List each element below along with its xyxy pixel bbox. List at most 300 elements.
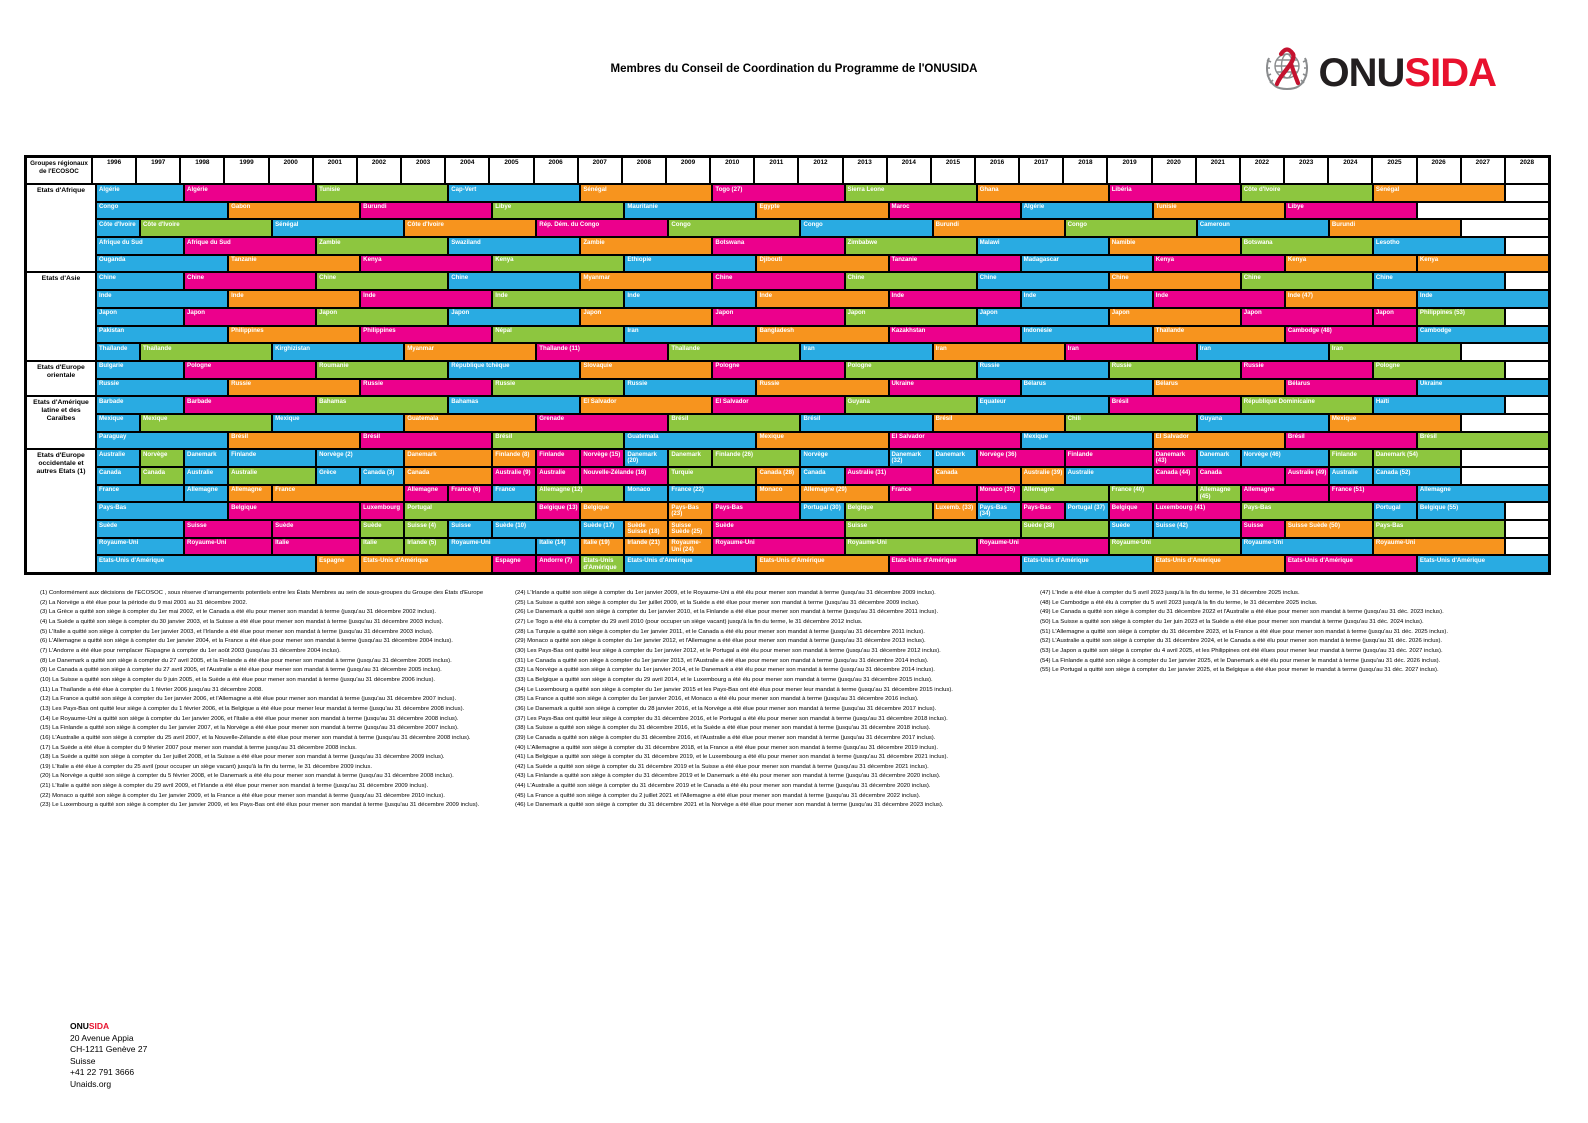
term-cell: Namibie [1109,237,1241,255]
term-cell: Paraguay [96,432,228,450]
year-header: 2004 [445,157,489,184]
year-header: 2015 [931,157,975,184]
term-cell: Etats-Unis d'Amérique [756,555,888,573]
unaids-wordmark: ONUSIDA [1318,50,1496,95]
term-cell: Brésil [228,432,360,450]
footnote-line: (49) Le Canada a quitté son siège à compter du 31 décembre 2022 et l'Australie a été élue pour mener son mandat à terme (jusqu'au 31 déc. 2023 inclus). [1040,609,1444,616]
year-header: 2008 [622,157,666,184]
footnote-line: (15) La Finlande a quitté son siège à compter du 1er janvier 2007, et la Norvège a été élue pour mener son mandat à terme (jusqu'au 31 décembre 2007 inclus). [40,725,459,732]
footnotes-column-2 [515,589,953,811]
term-cell: Libye [492,202,624,220]
term-cell: Finlande [1065,449,1153,467]
term-cell: Chine [184,272,316,290]
footnote-line: (38) La Suisse a quitté son siège à compter du 31 décembre 2016, et la Suède a été élue pour mener son mandat à terme (jusqu'au 31 décembre 2018 inclus). [515,725,931,732]
term-cell: Congo [96,202,228,220]
footnote-line: (2) La Norvège a été élue pour la période du 9 mai 2001 au 31 décembre 2002. [40,599,248,606]
empty-cell [1505,272,1549,290]
term-cell: Inde [1417,290,1549,308]
term-cell: Belgique [580,502,668,520]
term-cell: Chine [845,272,977,290]
term-cell: Suède [1109,520,1153,538]
term-cell: Danemark (20) [624,449,668,467]
year-header: 2024 [1328,157,1372,184]
term-cell: Slovaquie [580,361,712,379]
term-cell: Danemark (54) [1373,449,1461,467]
footnotes-column-3 [1040,589,1448,676]
footnote-line: (54) La Finlande a quitté son siège à compter du 1er janvier 2025, et le Danemark a été élu pour mener le mandat à terme (jusqu'au 31 déc. 2026 inclus). [1040,657,1441,664]
member-row [96,449,1549,467]
footnote-line: (43) La Finlande a quitté son siège à compter du 31 décembre 2019 et le Danemark a été élu pour mener son mandat à terme (jusqu'au 31 décembre 2020 inclus). [515,773,941,780]
term-cell: Finlande [1329,449,1373,467]
year-header: 2006 [534,157,578,184]
footnote-line: (33) La Belgique a quitté son siège à compter du 29 avril 2014, et le Luxembourg a été élu pour mener son mandat à terme (jusqu'au 31 décembre 2015 inclus). [515,676,933,683]
term-cell: Chine [96,272,184,290]
footnote-line: (55) Le Portugal a quitté son siège à compter du 1er janvier 2025, et la Belgique a été élue pour mener le mandat à terme (jusqu'au 31 déc. 2027 inclus). [1040,667,1439,674]
term-cell: Etats-Unis d'Amérique [1153,555,1285,573]
term-cell: Russie [756,379,888,397]
footnote-line: (27) Le Togo a été élu à compter du 29 avril 2010 (pour occuper un siège vacant) jusqu'à la fin du terme, le 31 décembre 2012 inclus. [515,618,863,625]
term-cell: Royaume-Uni [1373,538,1505,556]
footnote-line: (31) Le Canada a quitté son siège à compter du 1er janvier 2013, et l'Australie a été élue pour mener son mandat à terme (jusqu'au 31 décembre 2014 inclus). [515,657,929,664]
term-cell: Algérie [96,184,184,202]
term-cell: Brésil [933,414,1065,432]
member-row [96,414,1549,432]
term-cell: Thaïlande [96,343,140,361]
address-line: +41 22 791 3666 [70,1067,135,1077]
term-cell: Cambodge (48) [1285,326,1417,344]
term-cell: Royaume-Uni (24) [668,538,712,556]
year-header: 2019 [1107,157,1151,184]
term-cell: Mexique [272,414,404,432]
term-cell: Iran [1197,343,1329,361]
footnote-line: (13) Les Pays-Bas ont quitté leur siège à compter du 1 février 2006, et la Belgique a été élue pour mener leur mandat à terme (jusqu'au 31 décembre 2008 inclus). [40,705,465,712]
footnote-line: (25) La Suisse a quitté son siège à compter du 1er juillet 2009, et la Suède a été élue pour mener son mandat à terme (jusqu'au 31 décembre 2009 inclus). [515,599,920,606]
term-cell: Danemark [1197,449,1241,467]
term-cell: Ukraine [889,379,1021,397]
term-cell: Inde [96,290,228,308]
address-line: Suisse [70,1055,96,1066]
term-cell: Russie [96,379,228,397]
term-cell: Grenade [536,414,668,432]
term-cell: Myanmar [580,272,712,290]
term-cell: Congo [800,219,932,237]
term-cell: Bélarus [1021,379,1153,397]
term-cell: Finlande [228,449,316,467]
term-cell: Brésil [492,432,624,450]
footnote-line: (26) Le Danemark a quitté son siège à compter du 1er janvier 2010, et la Finlande a été élue pour mener son mandat à terme (jusqu'au 31 décembre 2011 inclus). [515,609,939,616]
term-cell: Chine [977,272,1109,290]
year-header: 2020 [1152,157,1196,184]
term-cell: Algérie [1021,202,1153,220]
term-cell: Italie (19) [580,538,624,556]
ecosoc-groups-header: Groupes régionaux de l'ECOSOC [26,157,92,184]
year-header-strip [92,157,1549,184]
year-header: 2018 [1063,157,1107,184]
member-row [96,308,1549,326]
term-cell: Japon [96,308,184,326]
empty-cell [1461,414,1549,432]
term-cell: Bélarus [1153,379,1285,397]
member-row [96,538,1549,556]
footnote-line: (40) L'Allemagne a quitté son siège à compter du 31 décembre 2018, et la France a été élue pour mener son mandat à terme (jusqu'au 31 décembre 2019 inclus). [515,744,939,751]
term-cell: Suisse [1241,520,1285,538]
term-cell: Pays-Bas [1241,502,1373,520]
footnote-line: (51) L'Allemagne a quitté son siège à compter du 31 décembre 2023, et la France a été élue pour mener son mandat à terme (jusqu'au 31 déc. 2025 inclus). [1040,628,1448,635]
term-cell: Japon [1373,308,1417,326]
footnote-line: (39) Le Canada a quitté son siège à compter du 31 décembre 2016, et l'Australie a été élue pour mener son mandat à terme (jusqu'au 31 décembre 2017 inclus). [515,734,936,741]
term-cell: Royaume-Uni [448,538,536,556]
term-cell: Barbade [96,396,184,414]
term-cell: Japon [977,308,1109,326]
unaids-address-block [70,1021,147,1090]
term-cell: Norvège (46) [1241,449,1329,467]
term-cell: Russie [228,379,360,397]
term-cell: Libéria [1109,184,1241,202]
member-row [96,237,1549,255]
region-group-label: Etats d'Amérique latine et des Caraïbes [26,396,96,449]
footnote-line: (14) Le Royaume-Uni a quitté son siège à compter du 1er janvier 2006, et l'Italie a été élue pour mener son mandat à terme (jusqu'au 31 décembre 2008 inclus). [40,715,459,722]
year-header: 2027 [1461,157,1505,184]
term-cell: Portugal (37) [1065,502,1109,520]
footnote-line: (53) Le Japon a quitté son siège à compter du 4 avril 2025, et les Philippines ont été élues pour mener leur mandat à terme (jusqu'au 31 déc. 2027 inclus). [1040,647,1443,654]
address-brand: ONUSIDA [70,1021,110,1031]
term-cell: Mexique [140,414,272,432]
empty-cell [1505,502,1549,520]
term-cell: Danemark [668,449,712,467]
term-cell: Chine [712,272,844,290]
term-cell: Indonésie [1021,326,1153,344]
footnote-line: (29) Monaco a quitté son siège à compter du 1er janvier 2012, et l'Allemagne a été élue pour mener son mandat à terme (jusqu'au 31 décembre 2013 inclus). [515,638,926,645]
term-cell: Japon [1109,308,1241,326]
term-cell: Congo [1065,219,1197,237]
term-cell: Finlande (26) [712,449,800,467]
term-cell: Japon [448,308,580,326]
term-cell: Burundi [360,202,492,220]
term-cell: Belgique [228,502,360,520]
term-cell: Bangladesh [756,326,888,344]
footnote-line: (4) La Suède a quitté son siège à compter du 30 janvier 2003, et la Suisse a été élue pour mener son mandat à terme (jusqu'au 31 décembre 2003 inclus). [40,618,444,625]
footnote-line: (32) La Norvège a quitté son siège à compter du 1er janvier 2014, et le Danemark a été élu pour mener son mandat à terme (jusqu'au 31 décembre 2014 inclus). [515,667,935,674]
year-header: 1998 [180,157,224,184]
term-cell: Norvège [140,449,184,467]
year-header: 2023 [1284,157,1328,184]
term-cell: Chine [1373,272,1505,290]
term-cell: Andorre (7) [536,555,580,573]
term-cell: Tanzanie [889,255,1021,273]
term-cell: Egypte [756,202,888,220]
term-cell: Inde [889,290,1021,308]
term-cell: Afrique du Sud [96,237,184,255]
term-cell: France [889,485,977,503]
term-cell: Royaume-Uni [712,538,844,556]
term-cell: Suisse [448,520,492,538]
term-cell: Australie (31) [845,467,933,485]
term-cell: Suède (10) [492,520,580,538]
footnote-line: (50) La Suisse a quitté son siège à compter du 1er juin 2023 et la Suède a été élue pour mener son mandat à terme (jusqu'au 31 déc. 2024 inclus). [1040,618,1424,625]
year-header: 2012 [798,157,842,184]
term-cell: Espagne [492,555,536,573]
member-row [96,272,1549,290]
term-cell: France (51) [1329,485,1417,503]
term-cell: Canada (44) [1153,467,1197,485]
term-cell: Libye [1285,202,1417,220]
term-cell: Tanzanie [228,255,360,273]
footnote-line: (41) La Belgique a quitté son siège à compter du 31 décembre 2019, et le Luxembourg a été élu pour mener son mandat à terme (jusqu'au 31 décembre 2021 inclus). [515,754,949,761]
term-cell: Belgique (13) [536,502,580,520]
member-row [96,467,1549,485]
term-cell: Népal [492,326,624,344]
term-cell: Etats-Unis d'Amérique [580,555,624,573]
term-cell: Inde [1153,290,1285,308]
term-cell: Botswana [712,237,844,255]
term-cell: El Salvador [712,396,844,414]
table-header-row [26,157,1549,184]
term-cell: Afrique du Sud [184,237,316,255]
empty-cell [1505,396,1549,414]
term-cell: Chine [1241,272,1373,290]
term-cell: Etats-Unis d'Amérique [1417,555,1549,573]
region-group-label: Etats d'Europe occidentale et autres Etats (1) [26,449,96,573]
empty-cell [1505,538,1549,556]
pcb-membership-table [24,155,1551,575]
term-cell: Rép. Dém. du Congo [536,219,668,237]
term-cell: Suisse Suède (25) [668,520,712,538]
year-header: 2028 [1505,157,1549,184]
term-cell: Suède (17) [580,520,624,538]
term-cell: Danemark (32) [889,449,933,467]
term-cell: Iran [1329,343,1461,361]
term-cell: Italie [360,538,404,556]
footnote-line: (34) Le Luxembourg a quitté son siège à compter du 1er janvier 2015 et les Pays-Bas ont été élus pour mener leur mandat à terme (jusqu'au 31 décembre 2015 inclus). [515,686,953,693]
footnote-line: (20) La Norvège a quitté son siège à compter du 5 février 2008, et le Danemark a été élu pour mener son mandat à terme (jusqu'au 31 décembre 2008 inclus). [40,773,454,780]
term-cell: Australie (39) [1021,467,1065,485]
term-cell: El Salvador [1153,432,1285,450]
term-cell: Pays-Bas [1373,520,1505,538]
term-cell: Allemagne [184,485,228,503]
term-cell: Kenya [1417,255,1549,273]
year-header: 2016 [975,157,1019,184]
term-cell: Etats-Unis d'Amérique [889,555,1021,573]
year-header: 2007 [578,157,622,184]
member-row [96,219,1549,237]
member-row [96,396,1549,414]
member-row [96,343,1549,361]
term-cell: Brésil [1109,396,1241,414]
term-cell: Italie [272,538,360,556]
footnote-line: (5) L'Italie a quitté son siège à compter du 1er janvier 2003, et l'Irlande a été élue pour mener son mandat à terme (jusqu'au 31 décembre 2003 inclus). [40,628,434,635]
empty-cell [1461,467,1549,485]
term-cell: Australie [96,449,140,467]
term-cell: Australie [536,467,580,485]
term-cell: Allemagne [228,485,272,503]
term-cell: Congo [668,219,800,237]
term-cell: Suisse (42) [1153,520,1241,538]
term-cell: Allemagne [1241,485,1329,503]
term-cell: Etats-Unis d'Amérique [96,555,316,573]
term-cell: France (40) [1109,485,1197,503]
year-header: 1996 [92,157,136,184]
term-cell: Australie (9) [492,467,536,485]
empty-cell [1505,237,1549,255]
address-line: 20 Avenue Appia [70,1032,134,1043]
empty-cell [1505,361,1549,379]
term-cell: Equateur [977,396,1109,414]
term-cell: Pologne [845,361,977,379]
term-cell: Kirghizistan [272,343,404,361]
term-cell: Finlande (8) [492,449,536,467]
year-header: 2011 [754,157,798,184]
term-cell: Philippines (53) [1417,308,1505,326]
term-cell: Inde [1021,290,1153,308]
footnote-line: (21) L'Italie a quitté son siège à compter du 29 avril 2009, et l'Irlande a été élue pour mener son mandat à terme (jusqu'au 31 décembre 2009 inclus). [40,783,429,790]
term-cell: Ethiopie [624,255,756,273]
term-cell: Canada (28) [756,467,800,485]
term-cell: Canada (52) [1373,467,1461,485]
term-cell: Burundi [933,219,1065,237]
term-cell: Danemark [184,449,228,467]
term-cell: Burundi [1329,219,1461,237]
footnote-line: (36) Le Danemark a quitté son siège à compter du 28 janvier 2016, et la Norvège a été élue pour mener son mandat à terme (jusqu'au 31 décembre 2017 inclus). [515,705,937,712]
term-cell: Norvège [800,449,888,467]
region-group [26,184,1549,272]
un-emblem-ribbon-icon [1261,44,1313,101]
term-cell: Irlande (21) [624,538,668,556]
term-cell: République tchèque [448,361,580,379]
term-cell: Barbade [184,396,316,414]
term-cell: Guyana [845,396,977,414]
term-cell: Djibouti [756,255,888,273]
year-header: 2000 [269,157,313,184]
year-header: 2002 [357,157,401,184]
term-cell: Kenya [1285,255,1417,273]
term-cell: Pologne [1373,361,1505,379]
term-cell: Malawi [977,237,1109,255]
year-header: 2021 [1196,157,1240,184]
term-cell: Suède [272,520,360,538]
term-cell: Guatemala [624,432,756,450]
term-cell: Brésil [1285,432,1417,450]
term-cell: Luxemb. (33) [933,502,977,520]
year-header: 2013 [843,157,887,184]
term-cell: Côte d'Ivoire [1241,184,1373,202]
empty-cell [1505,520,1549,538]
term-cell: Suède Suisse (18) [624,520,668,538]
term-cell: Maroc [889,202,1021,220]
footnote-line: (44) L'Australie a quitté son siège à compter du 31 décembre 2019 et le Canada a été élu pour mener son mandat à terme (jusqu'au 31 décembre 2020 inclus). [515,783,931,790]
term-cell: Lesotho [1373,237,1505,255]
year-header: 2001 [313,157,357,184]
term-cell: Portugal [1373,502,1417,520]
term-cell: Chine [448,272,580,290]
term-cell: Etats-Unis d'Amérique [624,555,756,573]
term-cell: Pologne [184,361,316,379]
term-cell: Tunisie [316,184,448,202]
term-cell: Thaïlande [140,343,272,361]
empty-cell [1505,184,1549,202]
term-cell: Thaïlande [1153,326,1285,344]
term-cell: Cap-Vert [448,184,580,202]
term-cell: Nouvelle-Zélande (16) [580,467,668,485]
footnote-line: (3) La Grèce a quitté son siège à compter du 1er mai 2002, et le Canada a été élu pour mener son mandat à terme (jusqu'au 31 décembre 2002 inclus). [40,609,437,616]
term-cell: Iran [933,343,1065,361]
term-cell: République Dominicaine [1241,396,1373,414]
term-cell: Gabon [228,202,360,220]
term-cell: Inde [492,290,624,308]
term-cell: Royaume-Uni [184,538,272,556]
footnote-line: (6) L'Allemagne a quitté son siège à compter du 1er janvier 2004, et la France a été élue pour mener son mandat à terme (jusqu'au 31 décembre 2004 inclus). [40,638,453,645]
term-cell: Mauritanie [624,202,756,220]
term-cell: Mexique [1021,432,1153,450]
term-cell: Kazakhstan [889,326,1021,344]
term-cell: Chili [1065,414,1197,432]
region-group [26,361,1549,396]
footnote-line: (1) Conformément aux décisions de l'ECOSOC , sous réserve d'arrangements potentiels entre les États Membres au sein de sous-groupes du Groupe des États d'Europe [40,590,484,596]
member-row [96,202,1549,220]
term-cell: Sierra Leone [845,184,977,202]
footnote-line: (7) L'Andorre a été élue pour remplacer l'Espagne à compter du 1er août 2003 (jusqu'au 31 décembre 2004 inclus). [40,647,341,654]
term-cell: Sénégal [272,219,404,237]
term-cell: Suède (38) [1021,520,1109,538]
term-cell: Bélarus [1285,379,1417,397]
term-cell: Mexique [1329,414,1461,432]
term-cell: Philippines [228,326,360,344]
member-row [96,326,1549,344]
term-cell: Côte d'Ivoire [404,219,536,237]
footnote-line: (8) Le Danemark a quitté son siège à compter du 27 avril 2005, et la Finlande a été élue pour mener son mandat à terme (jusqu'au 31 décembre 2005 inclus). [40,657,452,664]
term-cell: Royaume-Uni [96,538,184,556]
term-cell: Etats-Unis d'Amérique [1021,555,1153,573]
term-cell: France (22) [668,485,756,503]
term-cell: Japon [712,308,844,326]
term-cell: Canada [140,467,184,485]
year-header: 2003 [401,157,445,184]
year-header: 2017 [1019,157,1063,184]
term-cell: France (6) [448,485,492,503]
term-cell: Togo (27) [712,184,844,202]
term-cell: Allemagne [1417,485,1549,503]
term-cell: Russie [492,379,624,397]
term-cell: Inde [228,290,360,308]
term-cell: Sénégal [1373,184,1505,202]
term-cell: Côte d'Ivoire [96,219,140,237]
term-cell: Inde [360,290,492,308]
term-cell: Japon [845,308,977,326]
footnote-line: (16) L'Australie a quitté son siège à compter du 25 avril 2007, et la Nouvelle-Zélande a été élue pour mener son mandat à terme (jusqu'au 31 décembre 2008 inclus). [40,734,471,741]
term-cell: Danemark (43) [1153,449,1197,467]
term-cell: Australie [1065,467,1153,485]
term-cell: France [272,485,404,503]
term-cell: Monaco [756,485,800,503]
term-cell: Australie (49) [1285,467,1329,485]
term-cell: Suisse Suède (50) [1285,520,1373,538]
term-cell: Australie [184,467,228,485]
member-row [96,255,1549,273]
term-cell: Allemagne (45) [1197,485,1241,503]
term-cell: Suède [96,520,184,538]
term-cell: Japon [316,308,448,326]
term-cell: Myanmar [404,343,536,361]
term-cell: Italie (14) [536,538,580,556]
term-cell: Suède [360,520,404,538]
footnote-line: (24) L'Irlande a quitté son siège à compter du 1er janvier 2009, et le Royaume-Uni a été élu pour mener son mandat à terme (jusqu'au 31 décembre 2009 inclus). [515,590,936,596]
term-cell: Kenya [360,255,492,273]
term-cell: Norvège (2) [316,449,404,467]
footnote-line: (9) Le Canada a quitté son siège à compter du 27 avril 2005, et l'Australie a été élue pour mener son mandat à terme (jusqu'au 31 décembre 2005 inclus). [40,667,442,674]
term-cell: Monaco (35) [977,485,1021,503]
term-cell: Madagascar [1021,255,1153,273]
term-cell: Mexique [756,432,888,450]
term-cell: Russie [624,379,756,397]
